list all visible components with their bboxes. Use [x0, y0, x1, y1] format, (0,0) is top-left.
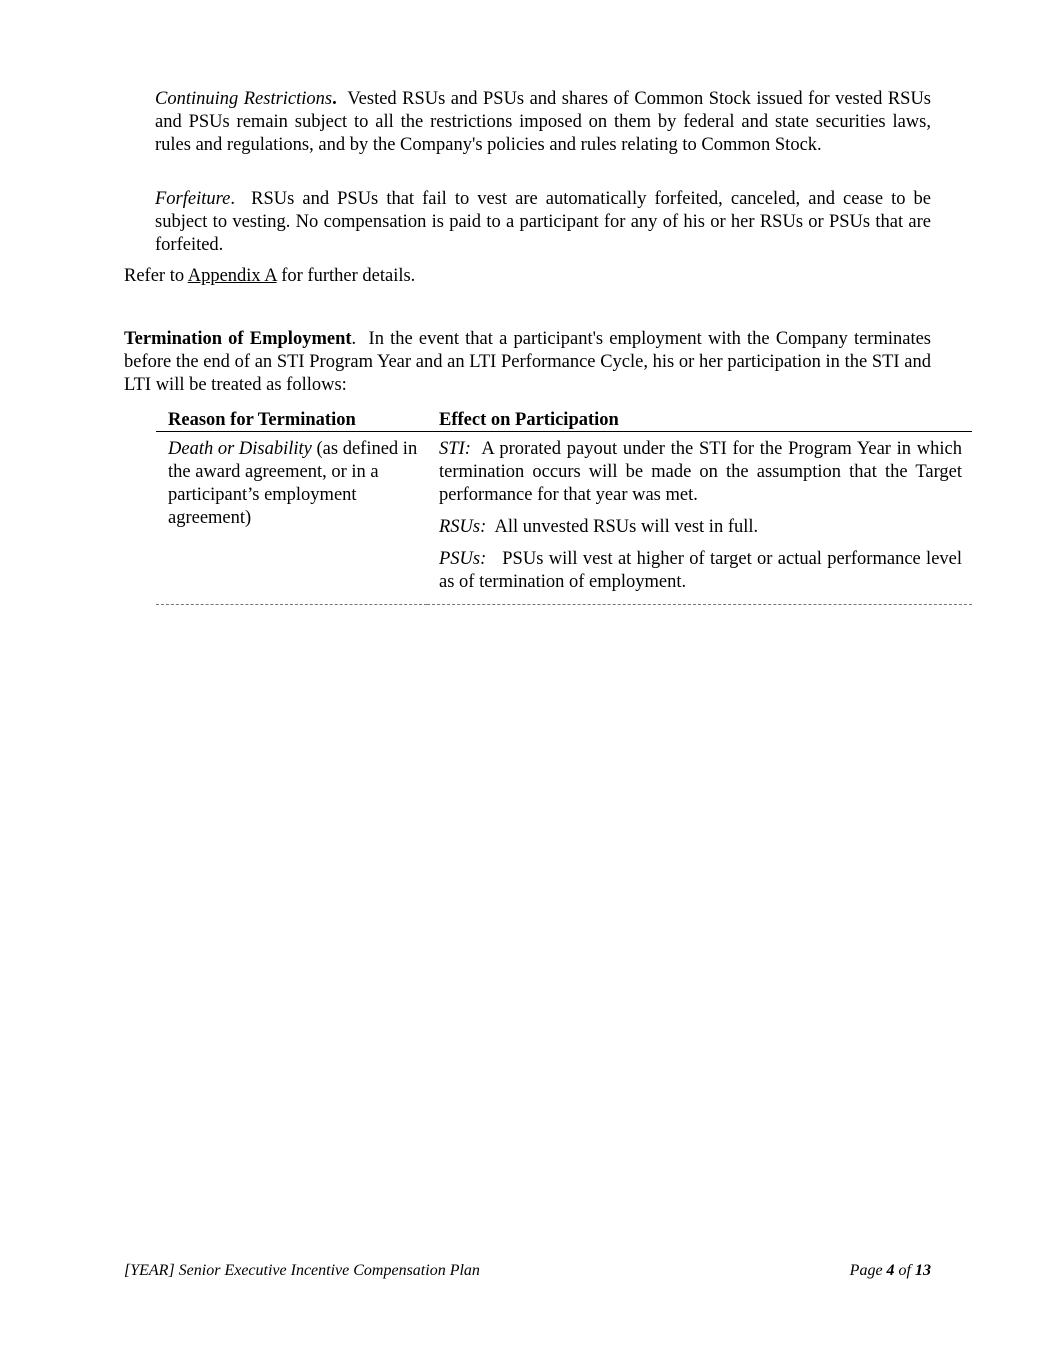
refer-paragraph — [124, 265, 931, 288]
table-header-row — [156, 409, 972, 432]
reason-rest: (as defined in the award agreement, or in a participant’s employment agreement) — [168, 439, 418, 528]
effect-sti — [439, 438, 962, 507]
effect-rsus — [439, 516, 962, 539]
table-row — [156, 432, 972, 605]
effect-rsus-text: All unvested RSUs will vest in full. — [494, 517, 759, 537]
termination-title: Termination of Employment — [124, 329, 352, 349]
continuing-restrictions-title: Continuing Restrictions — [155, 89, 333, 109]
effect-cell — [427, 432, 972, 605]
termination-paragraph: Termination of Employment. In the event that a participant's employment with the Company terminates before the end of an STI Program Year and an LTI Performance Cycle, his or her participation in the STI and LTI will be treated as follows: — [124, 329, 932, 395]
header-reason: Reason for Termination — [156, 409, 427, 432]
continuing-restrictions-text: Vested RSUs and PSUs and shares of Common Stock issued for vested RSUs and PSUs remain subject to all the restrictions imposed on them by federal and state securities laws, rules and regulations, and by the Company's policies and rules relating to Common Stock. — [155, 89, 932, 155]
refer-after: for further details. — [276, 266, 416, 286]
effect-sti-label: STI: — [439, 439, 471, 459]
termination-text: In the event that a participant's employment with the Company terminates before the end of an STI Program Year and an LTI Performance Cycle, his or her participation in the STI and LTI will be treated as follows: — [124, 329, 932, 395]
footer-title: [YEAR] Senior Executive Incentive Compensation Plan — [124, 1262, 480, 1279]
effect-rsus-label: RSUs: — [439, 517, 487, 537]
forfeiture-title: Forfeiture — [155, 189, 231, 209]
effect-psus — [439, 548, 962, 594]
forfeiture-text: RSUs and PSUs that fail to vest are automatically forfeited, canceled, and cease to be subject to vesting. No compensation is paid to a participant for any of his or her RSUs or PSUs that are forfeited. — [155, 189, 932, 255]
continuing-restrictions-paragraph — [155, 88, 931, 157]
continuing-restrictions-title-punct: . — [332, 89, 337, 109]
reason-italic: Death or Disability — [168, 439, 312, 459]
termination-table — [156, 409, 972, 605]
appendix-a-link[interactable]: Appendix A — [187, 266, 277, 286]
page-number — [850, 1261, 931, 1281]
effect-psus-text: PSUs will vest at higher of target or actual performance level as of termination of employment. — [439, 549, 963, 592]
forfeiture-paragraph: Forfeiture. RSUs and PSUs that fail to vest are automatically forfeited, canceled, and cease to be subject to vesting. No compensation is paid to a participant for any of his or her RSUs or PSUs that are forfeited. — [155, 189, 932, 255]
effect-psus-label: PSUs: — [439, 549, 487, 569]
refer-before: Refer to — [124, 266, 188, 286]
page-total: 13 — [915, 1262, 931, 1279]
page-of: of — [894, 1262, 915, 1279]
page-current: 4 — [886, 1262, 895, 1279]
header-effect: Effect on Participation — [427, 409, 972, 432]
page-prefix: Page — [849, 1262, 887, 1279]
reason-cell — [156, 432, 427, 605]
effect-sti-text: A prorated payout under the STI for the Program Year in which termination occurs will be made on the assumption that the Target performance for that year was met. — [439, 439, 962, 505]
